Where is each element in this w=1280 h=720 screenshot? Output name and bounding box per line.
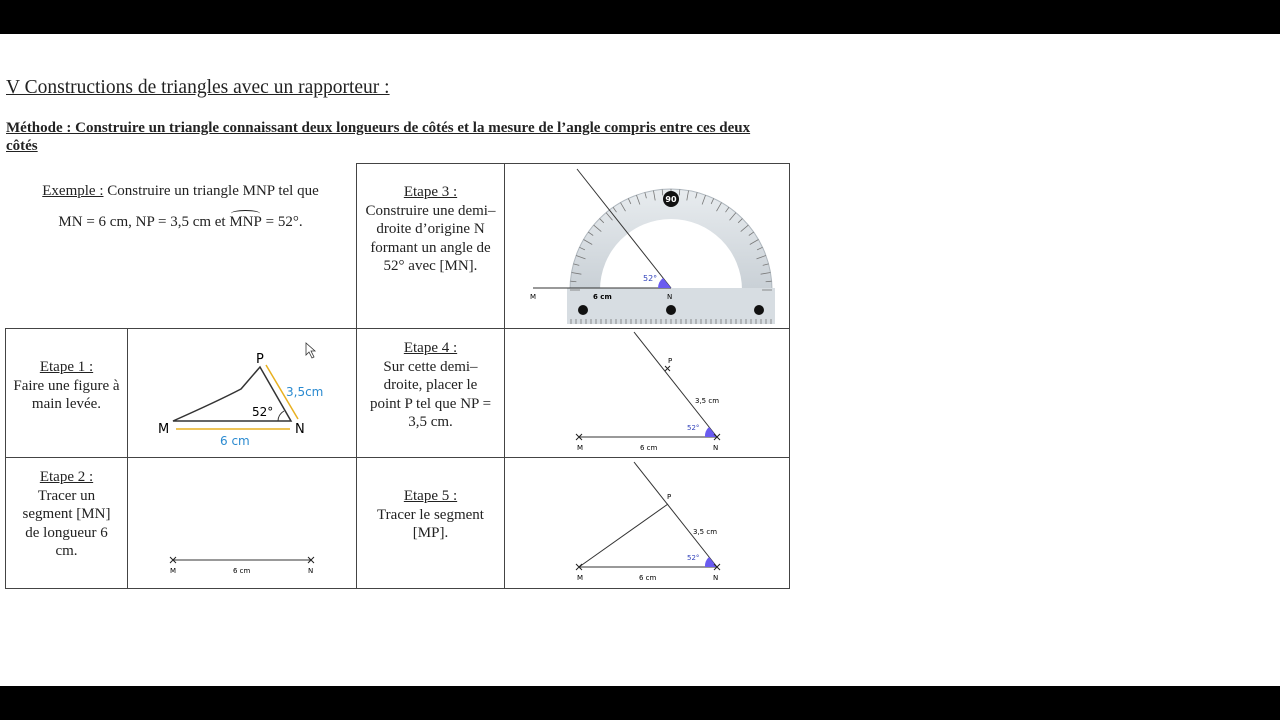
- hand-np: 3,5cm: [286, 385, 324, 399]
- protractor-tick: [570, 281, 576, 282]
- step4-figure: [504, 328, 790, 458]
- hand-angle: 52°: [252, 405, 274, 419]
- angle-name: MNP: [229, 214, 262, 230]
- protractor-tick: [766, 281, 772, 282]
- example-angle: = 52°.: [261, 214, 303, 230]
- s2-n: N: [308, 567, 314, 575]
- top-black-bar: [0, 0, 1280, 34]
- step4-text: Sur cette demi–droite, placer le point P tel que NP = 3,5 cm.: [369, 358, 492, 430]
- example-desc: Construire un triangle MNP tel que: [103, 183, 319, 199]
- hand-n: N: [295, 422, 305, 437]
- step5-figure: [504, 457, 790, 589]
- s4-mn: 6 cm: [640, 444, 658, 452]
- segment-mn: [128, 458, 356, 588]
- step5-label: Etape 5 :: [403, 488, 458, 504]
- freehand-triangle: [128, 329, 356, 457]
- mn-length: 6 cm: [593, 293, 612, 301]
- step4-drawing: [505, 329, 789, 457]
- s5-angle: 52°: [687, 554, 700, 562]
- protractor-tick: [679, 189, 680, 195]
- mouse-cursor-icon: [305, 342, 317, 360]
- s5-p: P: [667, 493, 672, 501]
- example-text: [5, 182, 356, 201]
- s4-angle: 52°: [687, 424, 700, 432]
- s4-np: 3,5 cm: [695, 397, 720, 405]
- protractor-tick: [662, 189, 663, 195]
- step3-text: Construire une demi–droite d’origine N formant un angle de 52° avec [MN].: [365, 202, 496, 274]
- s5-np: 3,5 cm: [693, 528, 718, 536]
- s5-n: N: [713, 574, 719, 582]
- bottom-black-bar: [0, 686, 1280, 720]
- s2-mn: 6 cm: [233, 567, 251, 575]
- step1-text: Faire une figure à main levée.: [13, 377, 120, 412]
- protractor-figure: [505, 164, 789, 328]
- s4-n: N: [713, 444, 719, 452]
- step2-text: Tracer un segment [MN] de longueur 6 cm.: [22, 487, 111, 559]
- step1-figure: [127, 328, 357, 458]
- step3-figure: [504, 163, 790, 329]
- example-label: Exemple :: [42, 183, 104, 199]
- final-triangle: [505, 458, 789, 588]
- step3-cell: [356, 163, 505, 329]
- step2-cell: [5, 457, 128, 589]
- step3-label: Etape 3 :: [403, 184, 458, 200]
- step2-label: Etape 2 :: [39, 469, 94, 485]
- point-m: M: [530, 293, 537, 301]
- step1-label: Etape 1 :: [39, 359, 94, 375]
- step5-cell: [356, 457, 505, 589]
- step2-figure: [127, 457, 357, 589]
- s4-p: P: [668, 357, 673, 365]
- s4-m: M: [577, 444, 584, 452]
- hand-mn: 6 cm: [220, 434, 250, 448]
- step5-text: Tracer le segment [MP].: [377, 506, 484, 541]
- angle-notation: [229, 213, 262, 232]
- section-title: V Constructions de triangles avec un rapporteur :: [6, 77, 390, 98]
- step1-cell: [5, 328, 128, 458]
- example-lengths: MN = 6 cm, NP = 3,5 cm et: [58, 214, 230, 230]
- s2-m: M: [170, 567, 177, 575]
- s5-mn: 6 cm: [639, 574, 657, 582]
- point-n: N: [667, 293, 673, 301]
- s5-m: M: [577, 574, 584, 582]
- hand-m: M: [158, 422, 170, 437]
- step4-cell: [356, 328, 505, 458]
- protractor-90-label: 90: [665, 195, 677, 204]
- method-title: Méthode : Construire un triangle connaissant deux longueurs de côtés et la mesure de l’angle compris entre ces deux côtés: [6, 120, 751, 154]
- angle-label: 52°: [643, 274, 658, 283]
- example-values: [5, 213, 356, 232]
- hand-p: P: [256, 352, 264, 367]
- step4-label: Etape 4 :: [403, 340, 458, 356]
